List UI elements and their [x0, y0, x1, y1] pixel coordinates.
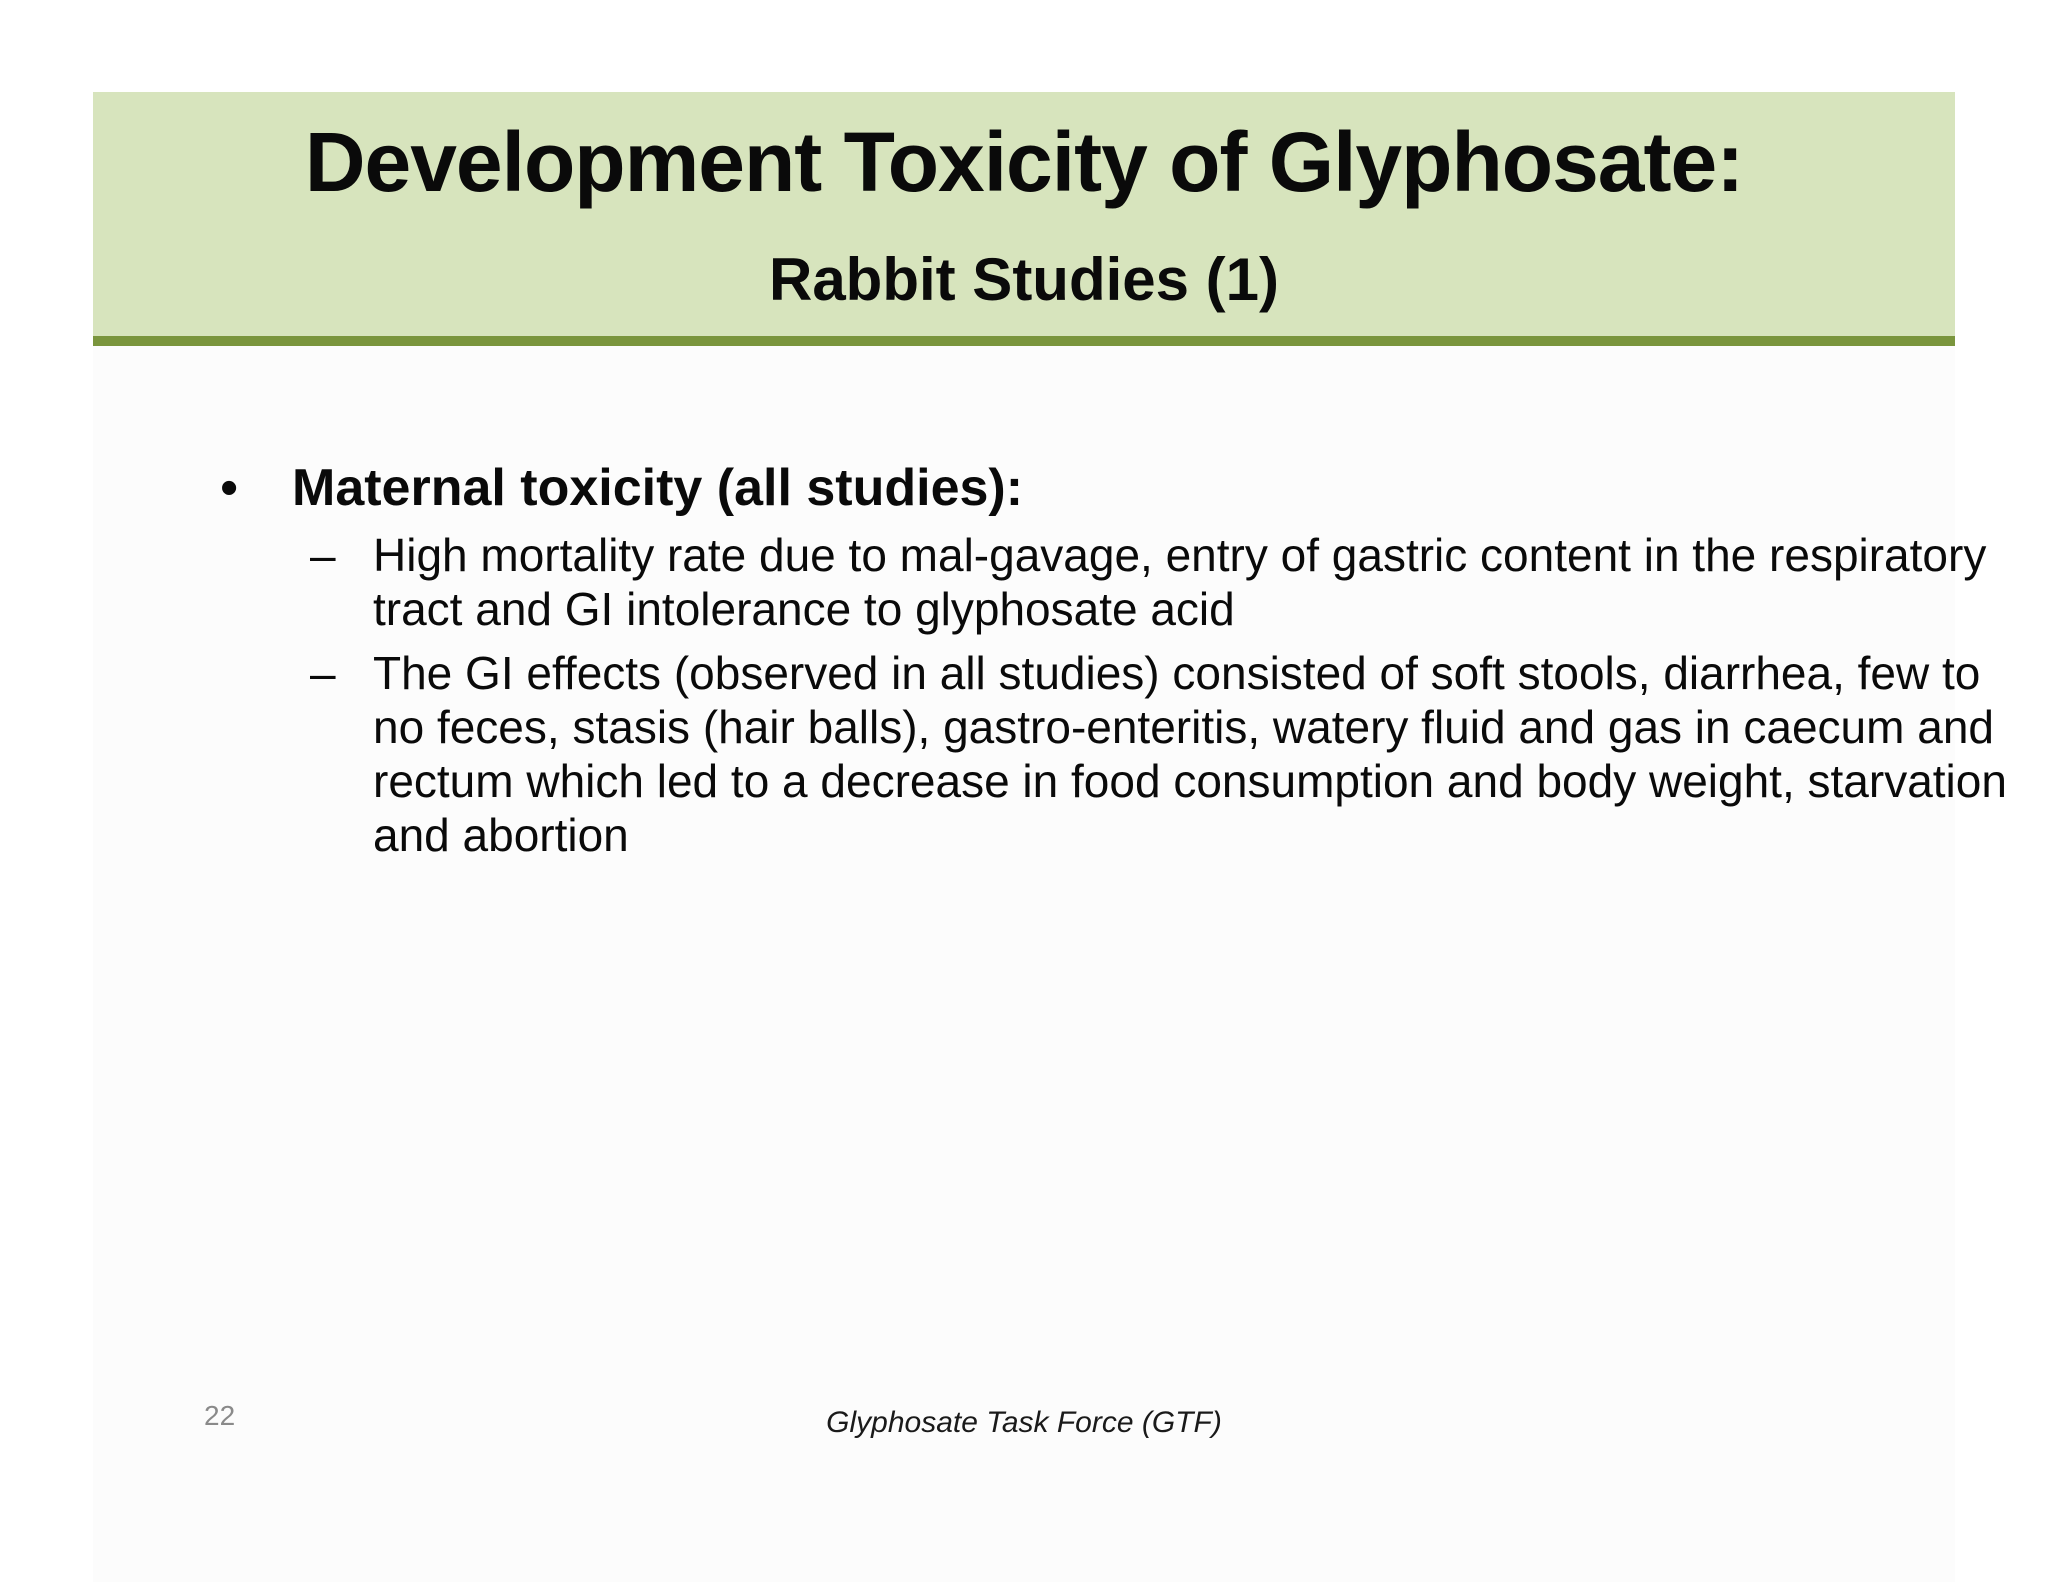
dash-marker: – [310, 529, 336, 581]
page-number: 22 [204, 1400, 236, 1431]
slide-subtitle: Rabbit Studies (1) [768, 246, 1280, 313]
slide-content [210, 448, 2007, 872]
footer-text: Glyphosate Task Force (GTF) [826, 1406, 1222, 1439]
title-underline [93, 336, 1955, 346]
sub-bullet-list [210, 528, 2007, 862]
bullet-dot: • [220, 459, 239, 517]
sub-bullet-text: The GI effects (observed in all studies) consisted of soft stools, diarrhea, few to no feces, stasis (hair balls), gastro-enteritis, watery fluid and gas in caecum and rectum which led to a decrease in food consumption and body weight, starvation and abortion [373, 647, 2007, 861]
sub-bullet-mortality [210, 528, 2023, 636]
bullet-maternal-toxicity [210, 448, 1850, 528]
dash-marker: – [310, 647, 336, 699]
bullet-text: Maternal toxicity (all studies): [292, 459, 1024, 517]
sub-bullet-text: High mortality rate due to mal-gavage, entry of gastric content in the respiratory tract and GI intolerance to glyphosate acid [373, 529, 1987, 635]
sub-bullet-gi-effects [210, 646, 2023, 862]
slide-title: Development Toxicity of Glyphosate: [304, 115, 1744, 209]
